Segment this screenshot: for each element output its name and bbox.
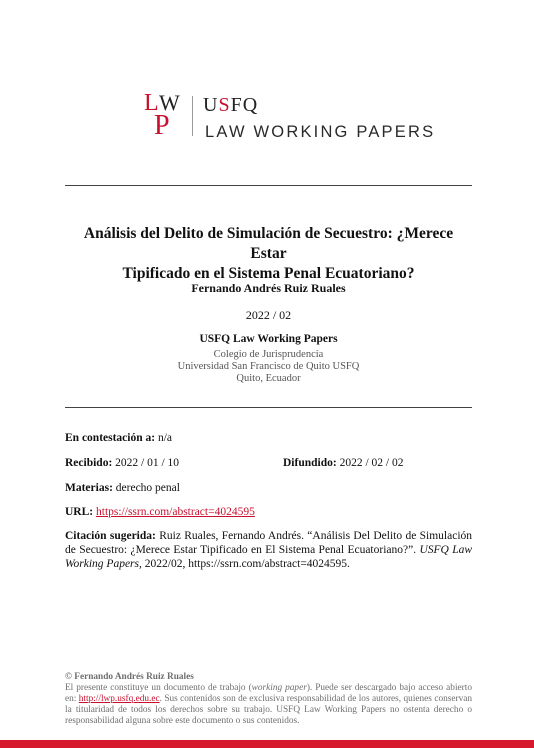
series-title: USFQ Law Working Papers	[199, 333, 338, 345]
author-name: Fernando Andrés Ruiz Ruales	[191, 281, 346, 295]
suggested-citation	[65, 529, 472, 571]
paper-title-line1: Análisis del Delito de Simulación de Secuestro: ¿Merece Estar	[83, 225, 454, 262]
bottom-accent-bar	[0, 740, 534, 748]
contestacion-value: n/a	[157, 432, 173, 444]
footer-notice	[65, 672, 472, 727]
logo-letter-p: P	[154, 110, 170, 140]
difundido-value: 2022 / 02 / 02	[339, 457, 404, 469]
recibido-label: Recibido:	[65, 457, 113, 469]
contestacion-label: En contestación a:	[65, 432, 156, 444]
institution-line-1: Colegio de Jurisprudencia	[213, 349, 324, 360]
footer-link[interactable]: http://lwp.usfq.edu.ec	[78, 694, 160, 704]
logo-letter-w: W	[159, 90, 180, 115]
institution-line-3: Quito, Ecuador	[236, 373, 301, 384]
paper-number: 2022 / 02	[245, 308, 292, 322]
middle-rule	[65, 407, 472, 408]
logo-divider	[192, 96, 193, 136]
materias-value: derecho penal	[115, 482, 180, 494]
series-name-header: LAW WORKING PAPERS	[205, 123, 436, 141]
url-link[interactable]: https://ssrn.com/abstract=4024595	[96, 506, 255, 518]
recibido-row	[65, 457, 179, 469]
difundido-label: Difundido:	[283, 457, 337, 469]
difundido-row	[283, 457, 403, 469]
footer-text-b: ). Puede ser descargado bajo acceso abierto en:	[65, 683, 472, 704]
footer-text-c: . Sus contenidos son de exclusiva responsabilidad de los autores, quienes conservan la titularidad de todos los derechos sobre su trabajo. USFQ Law Working Papers no ostenta derecho o responsabilidad alguna sobre este documento o sus contenidos.	[65, 694, 473, 726]
footer-text-a: El presente constituye un documento de trabajo (	[65, 683, 252, 693]
logo-letter-l: L	[144, 90, 159, 116]
citation-text-end: , 2022/02, https://ssrn.com/abstract=4024595.	[139, 558, 350, 570]
citation-text: Ruiz Ruales, Fernando Andrés. “Análisis Del Delito de Simulación de Secuestro: ¿Merece Estar Tipificado en El Sistema Penal Ecuatoriano?”.	[65, 530, 473, 556]
contestacion-row	[65, 432, 172, 444]
materias-row	[65, 482, 180, 494]
footer-text-italic: working paper	[251, 683, 307, 693]
paper-title	[65, 224, 472, 284]
url-row	[65, 506, 255, 518]
url-label: URL:	[65, 506, 94, 518]
citation-label: Citación sugerida:	[65, 530, 156, 542]
top-rule	[65, 185, 472, 186]
paper-title-line2: Tipificado en el Sistema Penal Ecuatoriano?	[122, 265, 415, 282]
lwp-logo-icon	[144, 90, 184, 140]
materias-label: Materias:	[65, 482, 113, 494]
usfq-logo	[203, 94, 258, 117]
usfq-logo-text: USFQ	[203, 94, 259, 116]
institution-line-2: Universidad San Francisco de Quito USFQ	[177, 361, 360, 372]
recibido-value: 2022 / 01 / 10	[115, 457, 180, 469]
footer-copyright: © Fernando Andrés Ruiz Ruales	[65, 672, 194, 682]
citation-series-italic: USFQ Law Working Papers	[65, 544, 473, 570]
